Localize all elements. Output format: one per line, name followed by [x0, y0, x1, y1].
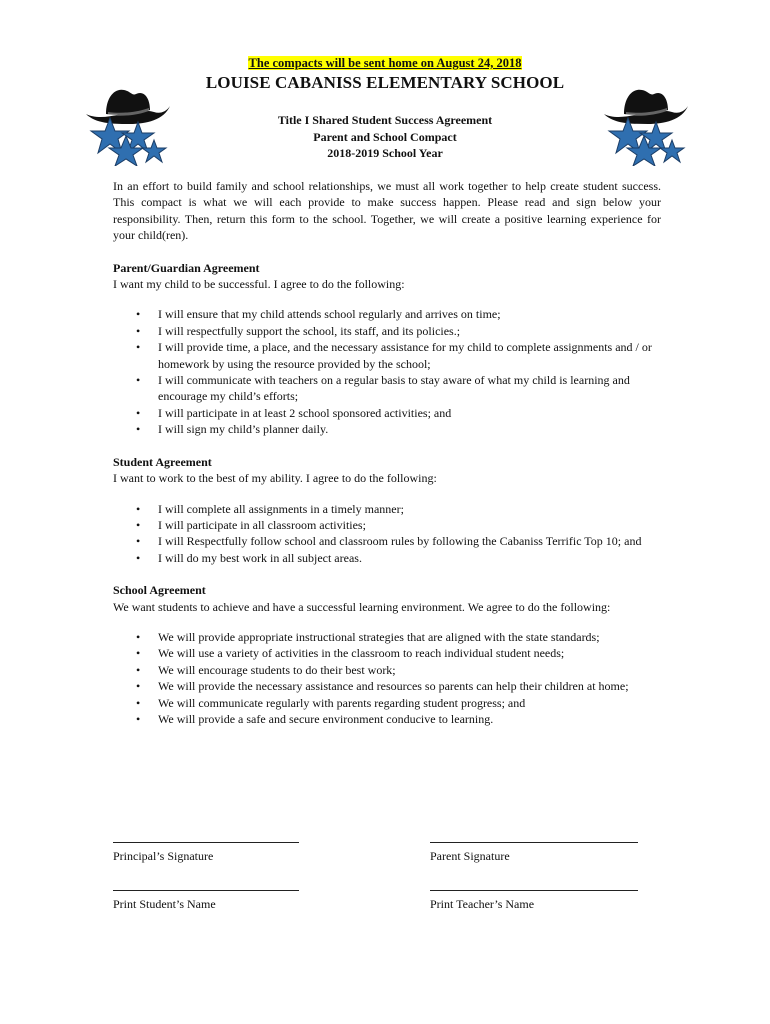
intro-paragraph: In an effort to build family and school relationships, we must all work together to help create student success. This compact is what we will each provide to make success happen. Please read and sign below your responsibility. Then, return this form to the school. Together, we will create a positive learning experience for your child(ren). — [113, 179, 661, 243]
subtitle-agreement: Title I Shared Student Success Agreement — [277, 113, 493, 127]
principal-signature[interactable] — [113, 834, 299, 864]
subtitle-school-year: 2018-2019 School Year — [327, 146, 443, 160]
list-item: • We will provide the necessary assistance and resources so parents can help their children at home; — [158, 678, 661, 694]
student-agreement-list — [113, 501, 661, 567]
signature-line — [430, 842, 638, 843]
student-name-label: Print Student’s Name — [113, 897, 216, 911]
school-section-title: School Agreement — [113, 583, 206, 598]
signature-row — [113, 834, 643, 882]
list-item: • I will respectfully support the school, its staff, and its policies.; — [158, 323, 661, 339]
parent-section-title: Parent/Guardian Agreement — [113, 260, 260, 275]
school-section-lead: We want students to achieve and have a successful learning environment. We agree to do the following: — [113, 599, 611, 614]
school-agreement-list — [113, 629, 661, 727]
parent-signature-label: Parent Signature — [430, 849, 510, 863]
list-item: • We will communicate regularly with parents regarding student progress; and — [158, 695, 661, 711]
list-item: • I will complete all assignments in a timely manner; — [158, 501, 661, 517]
list-item: • I will ensure that my child attends school regularly and arrives on time; — [158, 306, 661, 322]
signature-line — [430, 890, 638, 891]
list-item: • I will Respectfully follow school and classroom rules by following the Cabaniss Terrific Top 10; and — [158, 533, 661, 549]
banner-text: The compacts will be sent home on August 24, 2018 — [248, 56, 522, 70]
list-item: • I will communicate with teachers on a regular basis to stay aware of what my child is learning and encourage my child’s efforts; — [158, 372, 661, 405]
list-item: • I will participate in at least 2 school sponsored activities; and — [158, 405, 661, 421]
student-section-title: Student Agreement — [113, 454, 212, 469]
signature-line — [113, 890, 299, 891]
student-section-lead: I want to work to the best of my ability. I agree to do the following: — [113, 471, 437, 486]
document-body — [113, 178, 661, 727]
principal-signature-label: Principal’s Signature — [113, 849, 214, 863]
school-name: LOUISE CABANISS ELEMENTARY SCHOOL — [205, 73, 565, 92]
list-item: • We will use a variety of activities in the classroom to reach individual student needs; — [158, 645, 661, 661]
teacher-name-label: Print Teacher’s Name — [430, 897, 535, 911]
parent-signature[interactable] — [430, 834, 638, 864]
signature-block — [113, 834, 643, 930]
document-subtitles — [0, 112, 770, 162]
list-item: • I will do my best work in all subject areas. — [158, 550, 661, 566]
teacher-name-field[interactable] — [430, 882, 638, 912]
student-name-field[interactable] — [113, 882, 299, 912]
parent-agreement-list — [113, 306, 661, 437]
subtitle-compact: Parent and School Compact — [313, 129, 457, 144]
list-item: • I will sign my child’s planner daily. — [158, 421, 661, 437]
list-item: • We will provide appropriate instructional strategies that are aligned with the state standards; — [158, 629, 661, 645]
list-item: • We will encourage students to do their best work; — [158, 662, 661, 678]
signature-line — [113, 842, 299, 843]
list-item: • I will participate in all classroom activities; — [158, 517, 661, 533]
signature-row — [113, 882, 643, 930]
list-item: • We will provide a safe and secure environment conducive to learning. — [158, 711, 661, 727]
parent-section-lead: I want my child to be successful. I agree to do the following: — [113, 277, 405, 292]
list-item: • I will provide time, a place, and the necessary assistance for my child to complete assignments and / or homework by using the resource provided by the school; — [158, 339, 661, 372]
send-home-banner — [0, 56, 770, 71]
